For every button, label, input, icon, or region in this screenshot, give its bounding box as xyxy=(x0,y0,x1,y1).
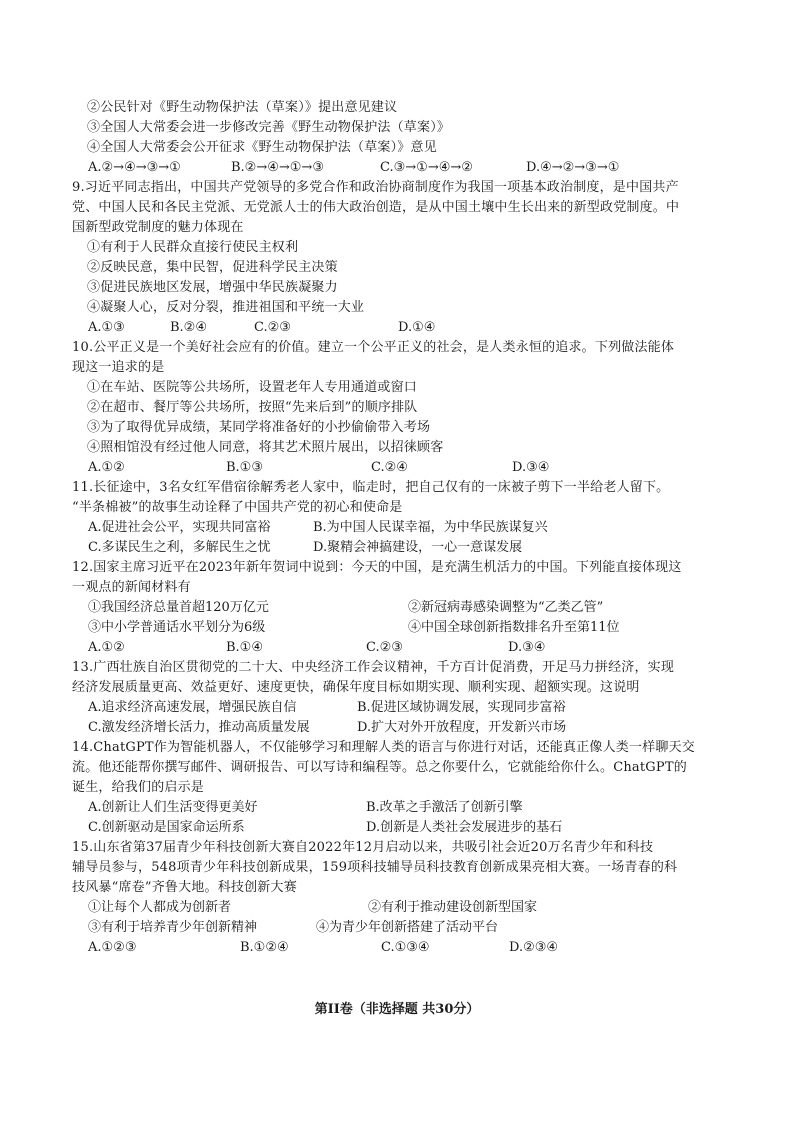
q8-item-3: ③全国人大常委会进一步修改完善《野生动物保护法（草案）》 xyxy=(87,120,451,135)
q10-option-d: D.③④ xyxy=(512,460,550,475)
q10-option-a: A.①② xyxy=(88,460,125,475)
q9-stem-2: 党、中国人民和各民主党派、无党派人士的伟大政治创造，是从中国土壤中生长出来的新型政党制度。中 xyxy=(72,200,680,215)
q12-stem-1: 12.国家主席习近平在2023年新年贺词中说到：今天的中国，是充满生机活力的中国。下列能直接体现这 xyxy=(72,560,682,575)
q10-item-2: ②在超市、餐厅等公共场所，按照“先来后到”的顺序排队 xyxy=(87,400,418,415)
q13-stem-2: 经济发展质量更高、效益更好、速度更快，确保年度目标如期实现、顺利实现、超额实现。这说明 xyxy=(72,680,640,695)
q9-item-3: ③促进民族地区发展，增强中华民族凝聚力 xyxy=(87,280,338,295)
q12-option-b: B.①④ xyxy=(226,640,263,655)
q12-item-3: ③中小学普通话水平划分为6级 xyxy=(88,620,266,635)
q8-item-2: ②公民针对《野生动物保护法（草案）》提出意见建议 xyxy=(87,100,398,115)
q12-stem-2: 一观点的新闻材料有 xyxy=(72,580,191,595)
q10-item-3: ③为了取得优异成绩，某同学将准备好的小抄偷偷带入考场 xyxy=(87,420,431,435)
q9-option-c: C.②③ xyxy=(254,320,291,335)
q9-option-a: A.①③ xyxy=(88,320,125,335)
q10-option-b: B.①③ xyxy=(226,460,263,475)
q13-option-d: D.扩大对外开放程度，开发新兴市场 xyxy=(357,720,567,735)
q15-item-2: ②有利于推动建设创新型国家 xyxy=(368,900,538,915)
q10-item-4: ④照相馆没有经过他人同意，将其艺术照片展出，以招徕顾客 xyxy=(87,440,444,455)
q14-stem-2: 流。他还能帮你撰写邮件、调研报告、可以写诗和编程等。总之你要什么，它就能给你什么。ChatGPT的 xyxy=(72,760,687,775)
q9-option-d: D.①④ xyxy=(398,320,436,335)
q8-option-c: C.③→①→④→② xyxy=(380,160,473,175)
q14-option-a: A.创新让人们生活变得更美好 xyxy=(88,800,258,815)
q11-option-d: D.聚精会神搞建设，一心一意谋发展 xyxy=(313,540,523,555)
q10-stem-2: 现这一追求的是 xyxy=(72,360,165,375)
q10-option-c: C.②④ xyxy=(371,460,408,475)
q11-option-c: C.多谋民生之利，多解民生之忧 xyxy=(88,540,271,555)
q9-option-b: B.②④ xyxy=(170,320,207,335)
q9-stem-1: 9.习近平同志指出，中国共产党领导的多党合作和政治协商制度作为我国一项基本政治制度，是中国共产 xyxy=(72,180,679,195)
q11-option-b: B.为中国人民谋幸福，为中华民族谋复兴 xyxy=(313,520,548,535)
q8-option-a: A.②→④→③→① xyxy=(88,160,181,175)
q12-option-c: C.②③ xyxy=(366,640,403,655)
q11-option-a: A.促进社会公平，实现共同富裕 xyxy=(88,520,271,535)
q9-stem-3: 国新型政党制度的魅力体现在 xyxy=(72,220,244,235)
q9-item-4: ④凝聚人心，反对分裂，推进祖国和平统一大业 xyxy=(87,300,365,315)
q15-option-c: C.①③④ xyxy=(381,940,430,955)
q14-option-c: C.创新驱动是国家命运所系 xyxy=(88,820,245,835)
q11-stem-1: 11.长征途中，3名女红军借宿徐解秀老人家中，临走时，把自己仅有的一床被子剪下一半给老人留下。 xyxy=(72,480,670,495)
q12-item-4: ④中国全球创新指数排名升至第11位 xyxy=(408,620,620,635)
q13-option-a: A.追求经济高速发展，增强民族自信 xyxy=(88,700,297,715)
q10-stem-1: 10.公平正义是一个美好社会应有的价值。建立一个公平正义的社会，是人类永恒的追求。下列做法能体 xyxy=(72,340,675,355)
q15-item-4: ④为青少年创新搭建了活动平台 xyxy=(316,920,499,935)
q14-option-d: D.创新是人类社会发展进步的基石 xyxy=(366,820,563,835)
q8-item-4: ④全国人大常委会公开征求《野生动物保护法（草案）》意见 xyxy=(87,140,437,155)
q15-stem-2: 辅导员参与，548项青少年科技创新成果，159项科技辅导员科技教育创新成果亮相大赛。一场青春的科 xyxy=(72,860,678,875)
section-2-title: 第II卷（非选择题 共30分） xyxy=(314,1002,480,1017)
q14-option-b: B.改革之手激活了创新引擎 xyxy=(366,800,523,815)
q11-stem-2: “半条棉被”的故事生动诠释了中国共产党的初心和使命是 xyxy=(72,500,403,515)
q15-option-a: A.①②③ xyxy=(88,940,137,955)
q12-option-a: A.①② xyxy=(88,640,125,655)
q14-stem-1: 14.ChatGPT作为智能机器人，不仅能够学习和理解人类的语言与你进行对话，还能真正像人类一样聊天交 xyxy=(72,740,695,755)
q9-item-1: ①有利于人民群众直接行使民主权利 xyxy=(87,240,299,255)
q15-item-3: ③有利于培养青少年创新精神 xyxy=(88,920,258,935)
q14-stem-3: 诞生，给我们的启示是 xyxy=(72,780,205,795)
q15-option-b: B.①②④ xyxy=(240,940,289,955)
q15-option-d: D.②③④ xyxy=(509,940,559,955)
q9-item-2: ②反映民意，集中民智，促进科学民主决策 xyxy=(87,260,338,275)
q8-option-b: B.②→④→①→③ xyxy=(231,160,324,175)
q12-item-1: ①我国经济总量首超120万亿元 xyxy=(88,600,269,615)
q15-stem-1: 15.山东省第37届青少年科技创新大赛自2022年12月启动以来，共吸引社会近20万名青少年和科技 xyxy=(72,840,654,855)
q15-item-1: ①让每个人都成为创新者 xyxy=(88,900,232,915)
q13-option-c: C.激发经济增长活力，推动高质量发展 xyxy=(88,720,310,735)
q13-stem-1: 13.广西壮族自治区贯彻党的二十大、中央经济工作会议精神，千方百计促消费，开足马力拼经济，实现 xyxy=(72,660,675,675)
q12-option-d: D.③④ xyxy=(508,640,546,655)
q8-option-d: D.④→②→③→① xyxy=(526,160,620,175)
q12-item-2: ②新冠病毒感染调整为“乙类乙管” xyxy=(408,600,604,615)
q10-item-1: ①在车站、医院等公共场所，设置老年人专用通道或窗口 xyxy=(87,380,418,395)
q13-option-b: B.促进区域协调发展，实现同步富裕 xyxy=(357,700,566,715)
q15-stem-3: 技风暴“席卷”齐鲁大地。科技创新大赛 xyxy=(72,880,297,895)
